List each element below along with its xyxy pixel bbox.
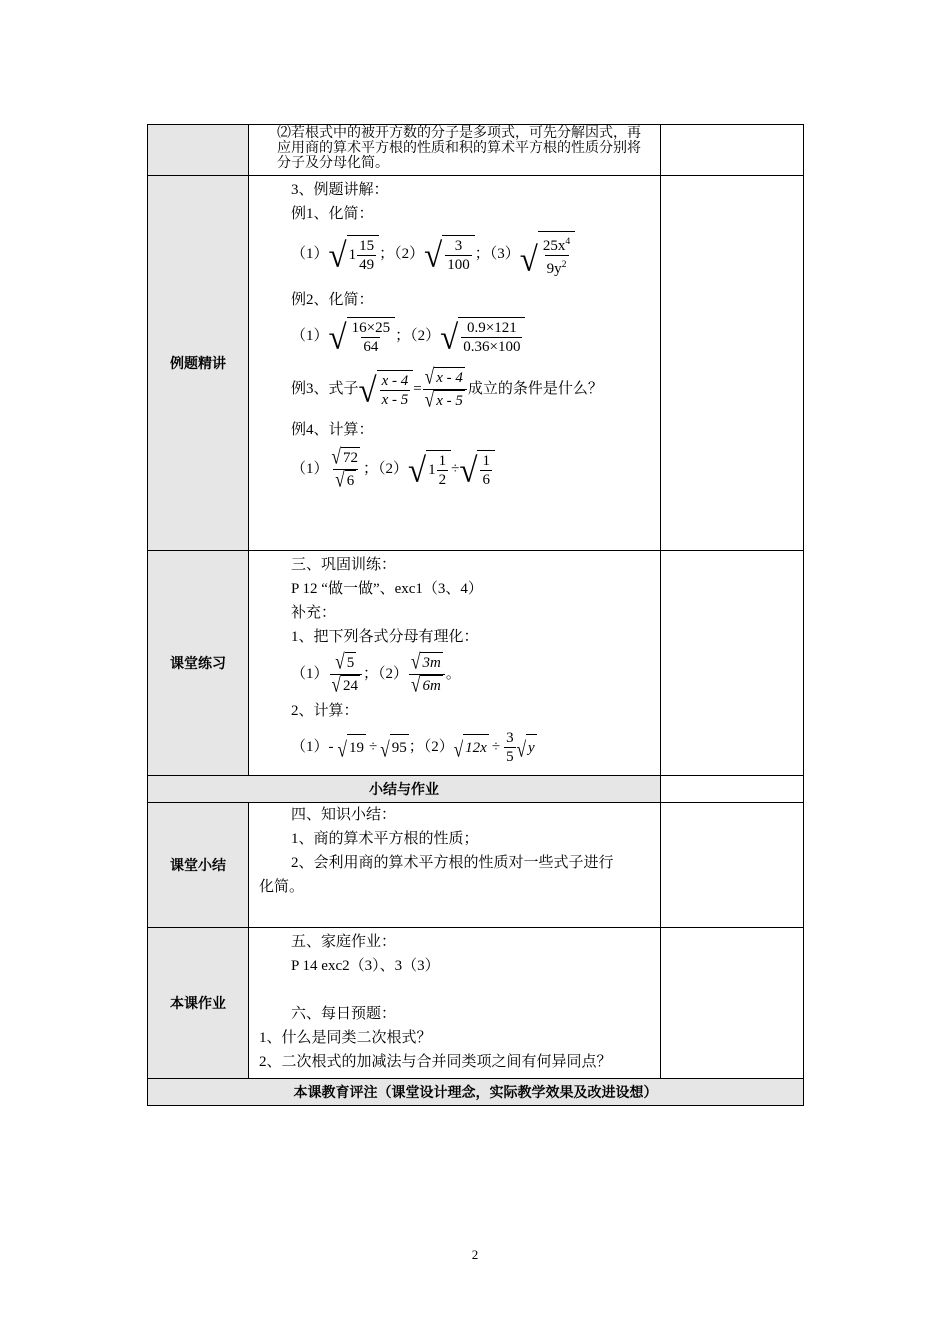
example1-expr2: √ $\frac{3}{100}$ bbox=[424, 235, 475, 274]
example4-expr1: √ 72 √ 6 bbox=[331, 443, 358, 491]
summary-item2: 2、会利用商的算术平方根的性质对一些式子进行 bbox=[291, 855, 614, 871]
practice-row bbox=[148, 551, 804, 776]
example4-expr2a-den: 2 bbox=[438, 471, 447, 488]
example2-expr2-num: 0.9×121 bbox=[467, 319, 517, 336]
example1-title: 例1、化简： bbox=[291, 206, 374, 222]
practice-q2-expr1-minus: - bbox=[328, 739, 334, 755]
practice-q1-expr1-den: 24 bbox=[341, 675, 360, 695]
example4-expr2b-num: 1 bbox=[482, 452, 490, 469]
practice-reference: P 12 “做一做”、exc1（3、4） bbox=[291, 581, 483, 597]
example1-expr3-den-exp: 2 bbox=[561, 258, 567, 270]
examples-label: 例题精讲 bbox=[148, 176, 249, 551]
example1-expr1: √ 1 $\frac{15}{49}$ bbox=[329, 235, 380, 274]
practice-q2-expr2-num: 3 bbox=[506, 729, 514, 746]
example2-part1-label: （1） bbox=[291, 328, 329, 344]
method-text-cell bbox=[249, 125, 661, 176]
example4-expr2a: √ 1 $\frac{1}{2}$ bbox=[408, 450, 451, 489]
example3-rhs: √ x - 4 √ x - 5 bbox=[423, 367, 467, 412]
practice-q1-expressions bbox=[259, 649, 652, 699]
example3-suffix: 成立的条件是什么？ bbox=[467, 381, 603, 397]
example3-lhs: √ $\frac{x - 4}{x - 5}$ bbox=[359, 370, 414, 409]
example1-expr3-den: 9y bbox=[546, 260, 562, 277]
example2-expr1: √ $\frac{16\times 25}{64}$ bbox=[329, 317, 396, 356]
summary-item1: 1、商的算术平方根的性质； bbox=[291, 831, 479, 847]
practice-q2-expr2-den: 5 bbox=[506, 748, 514, 765]
practice-q1-expr2-num: 3m bbox=[420, 652, 442, 672]
summary-label: 课堂小结 bbox=[148, 803, 249, 928]
example4-expr1-num: 72 bbox=[341, 447, 360, 467]
example4-expr2b-den: 6 bbox=[482, 471, 490, 488]
commentary-header-row bbox=[148, 1079, 804, 1106]
practice-question2: 2、计算： bbox=[291, 703, 359, 719]
example2-part2-label: ；（2） bbox=[395, 328, 441, 344]
homework-reference: P 14 exc2（3）、3（3） bbox=[291, 958, 440, 974]
example4-divide: ÷ bbox=[451, 461, 460, 477]
example2-expressions bbox=[259, 312, 652, 360]
homework-heading: 五、家庭作业： bbox=[291, 934, 397, 950]
notes-cell bbox=[661, 776, 804, 803]
homework-spacer bbox=[259, 978, 652, 1002]
practice-content bbox=[249, 551, 661, 776]
example1-expr1-num: 15 bbox=[359, 237, 375, 254]
example4-part1-label: （1） bbox=[291, 461, 329, 477]
example2-expr2: √ $\frac{0.9\times 121}{0.36\times 100}$ bbox=[440, 317, 525, 356]
page-number: 2 bbox=[471, 1247, 479, 1262]
homework-content bbox=[249, 928, 661, 1079]
practice-q1-part1-label: （1） bbox=[291, 666, 329, 682]
homework-label: 本课作业 bbox=[148, 928, 249, 1079]
notes-cell bbox=[661, 928, 804, 1079]
homework-row bbox=[148, 928, 804, 1079]
example3-lhs-den: x - 5 bbox=[381, 391, 409, 408]
practice-q2-expr1-divide: ÷ bbox=[368, 739, 378, 755]
notes-cell bbox=[661, 803, 804, 928]
example4-part2-label: ；（2） bbox=[362, 461, 408, 477]
example1-expr3-num: 25x bbox=[542, 237, 566, 254]
example3-rhs-den: x - 5 bbox=[434, 390, 465, 410]
practice-supplement: 补充： bbox=[291, 605, 337, 621]
practice-q2-expr1-a: 19 bbox=[347, 734, 366, 760]
practice-q1-expr2-den: 6m bbox=[420, 675, 442, 695]
practice-heading: 三、巩固训练： bbox=[291, 557, 397, 573]
practice-q1-end: 。 bbox=[445, 666, 461, 682]
examples-row bbox=[148, 176, 804, 551]
practice-q2-expr2: √ 12x ÷ $\frac{3}{5}$ √ y bbox=[453, 729, 535, 765]
example1-expressions bbox=[259, 226, 652, 282]
practice-q2-expr1: - √ 19 ÷ √ 95 bbox=[329, 734, 409, 760]
practice-question1: 1、把下列各式分母有理化： bbox=[291, 629, 479, 645]
example1-part2-label: ；（2） bbox=[379, 246, 425, 262]
example3-equals: = bbox=[413, 381, 422, 397]
summary-heading: 四、知识小结： bbox=[291, 807, 397, 823]
practice-q1-expr1-num: 5 bbox=[345, 652, 357, 672]
example4-expr2b: √ $\frac{1}{6}$ bbox=[459, 450, 495, 489]
example1-expr2-den: 100 bbox=[447, 256, 470, 273]
preview-question1: 1、什么是同类二次根式？ bbox=[259, 1030, 432, 1046]
example1-part3-label: ；（3） bbox=[474, 246, 520, 262]
examples-heading: 3、例题讲解： bbox=[291, 182, 389, 198]
method-text: ⑵若根式中的被开方数的分子是多项式，可先分解因式，再应用商的算术平方根的性质和积的算术平方根的性质分别将分子及分母化简。 bbox=[277, 126, 641, 171]
practice-q1-expr1: √ 5 √ 24 bbox=[330, 652, 362, 697]
practice-q1-part2-label: ；（2） bbox=[362, 666, 408, 682]
notes-cell bbox=[661, 176, 804, 551]
example2-expr1-den: 64 bbox=[363, 338, 379, 355]
lesson-plan-table bbox=[147, 124, 804, 1106]
example4-expressions bbox=[259, 442, 652, 496]
method-label-cell bbox=[148, 125, 249, 176]
example2-title: 例2、化简： bbox=[291, 292, 374, 308]
practice-label: 课堂练习 bbox=[148, 551, 249, 776]
practice-q2-expr2-a: 12x bbox=[463, 734, 489, 760]
example3-lhs-num: x - 4 bbox=[381, 372, 409, 389]
commentary-header: 本课教育评注（课堂设计理念，实际教学效果及改进设想） bbox=[148, 1079, 804, 1106]
example3-prefix: 例3、式子 bbox=[291, 381, 359, 397]
example1-expr3: √ $\frac{25x^4}{9y^2}$ bbox=[520, 231, 576, 278]
practice-q2-expr2-divide: ÷ bbox=[491, 739, 501, 755]
example4-expr1-den: 6 bbox=[345, 470, 357, 490]
example2-expr1-num: 16×25 bbox=[351, 319, 391, 336]
preview-heading: 六、每日预题： bbox=[291, 1006, 397, 1022]
example1-expr1-den: 49 bbox=[359, 256, 375, 273]
summary-header-row bbox=[148, 776, 804, 803]
summary-row bbox=[148, 803, 804, 928]
example1-part1-label: （1） bbox=[291, 246, 329, 262]
preview-question2: 2、二次根式的加减法与合并同类项之间有何异同点？ bbox=[259, 1054, 612, 1070]
example3-rhs-num: x - 4 bbox=[434, 367, 465, 387]
practice-q2-expr1-b: 95 bbox=[390, 734, 409, 760]
examples-content bbox=[249, 176, 661, 551]
summary-header: 小结与作业 bbox=[148, 776, 661, 803]
notes-cell bbox=[661, 125, 804, 176]
example2-expr2-den: 0.36×100 bbox=[463, 338, 521, 355]
practice-q2-part1-label: （1） bbox=[291, 739, 329, 755]
method-row bbox=[148, 125, 804, 176]
practice-q2-part2-label: ；（2） bbox=[408, 739, 454, 755]
notes-cell bbox=[661, 551, 804, 776]
example4-title: 例4、计算： bbox=[291, 422, 374, 438]
example3-line bbox=[259, 360, 652, 418]
practice-q2-expr2-b: y bbox=[526, 734, 537, 760]
example4-expr2a-num: 1 bbox=[438, 452, 447, 469]
example1-expr2-num: 3 bbox=[454, 237, 463, 254]
practice-q2-expressions bbox=[259, 723, 652, 771]
summary-content bbox=[249, 803, 661, 928]
summary-item2-cont: 化简。 bbox=[259, 879, 305, 895]
practice-q1-expr2: √ 3m √ 6m bbox=[409, 652, 445, 697]
example1-expr1-whole: 1 bbox=[348, 247, 357, 263]
example1-expr3-num-exp: 4 bbox=[565, 235, 571, 247]
example4-expr2a-whole: 1 bbox=[428, 462, 436, 478]
